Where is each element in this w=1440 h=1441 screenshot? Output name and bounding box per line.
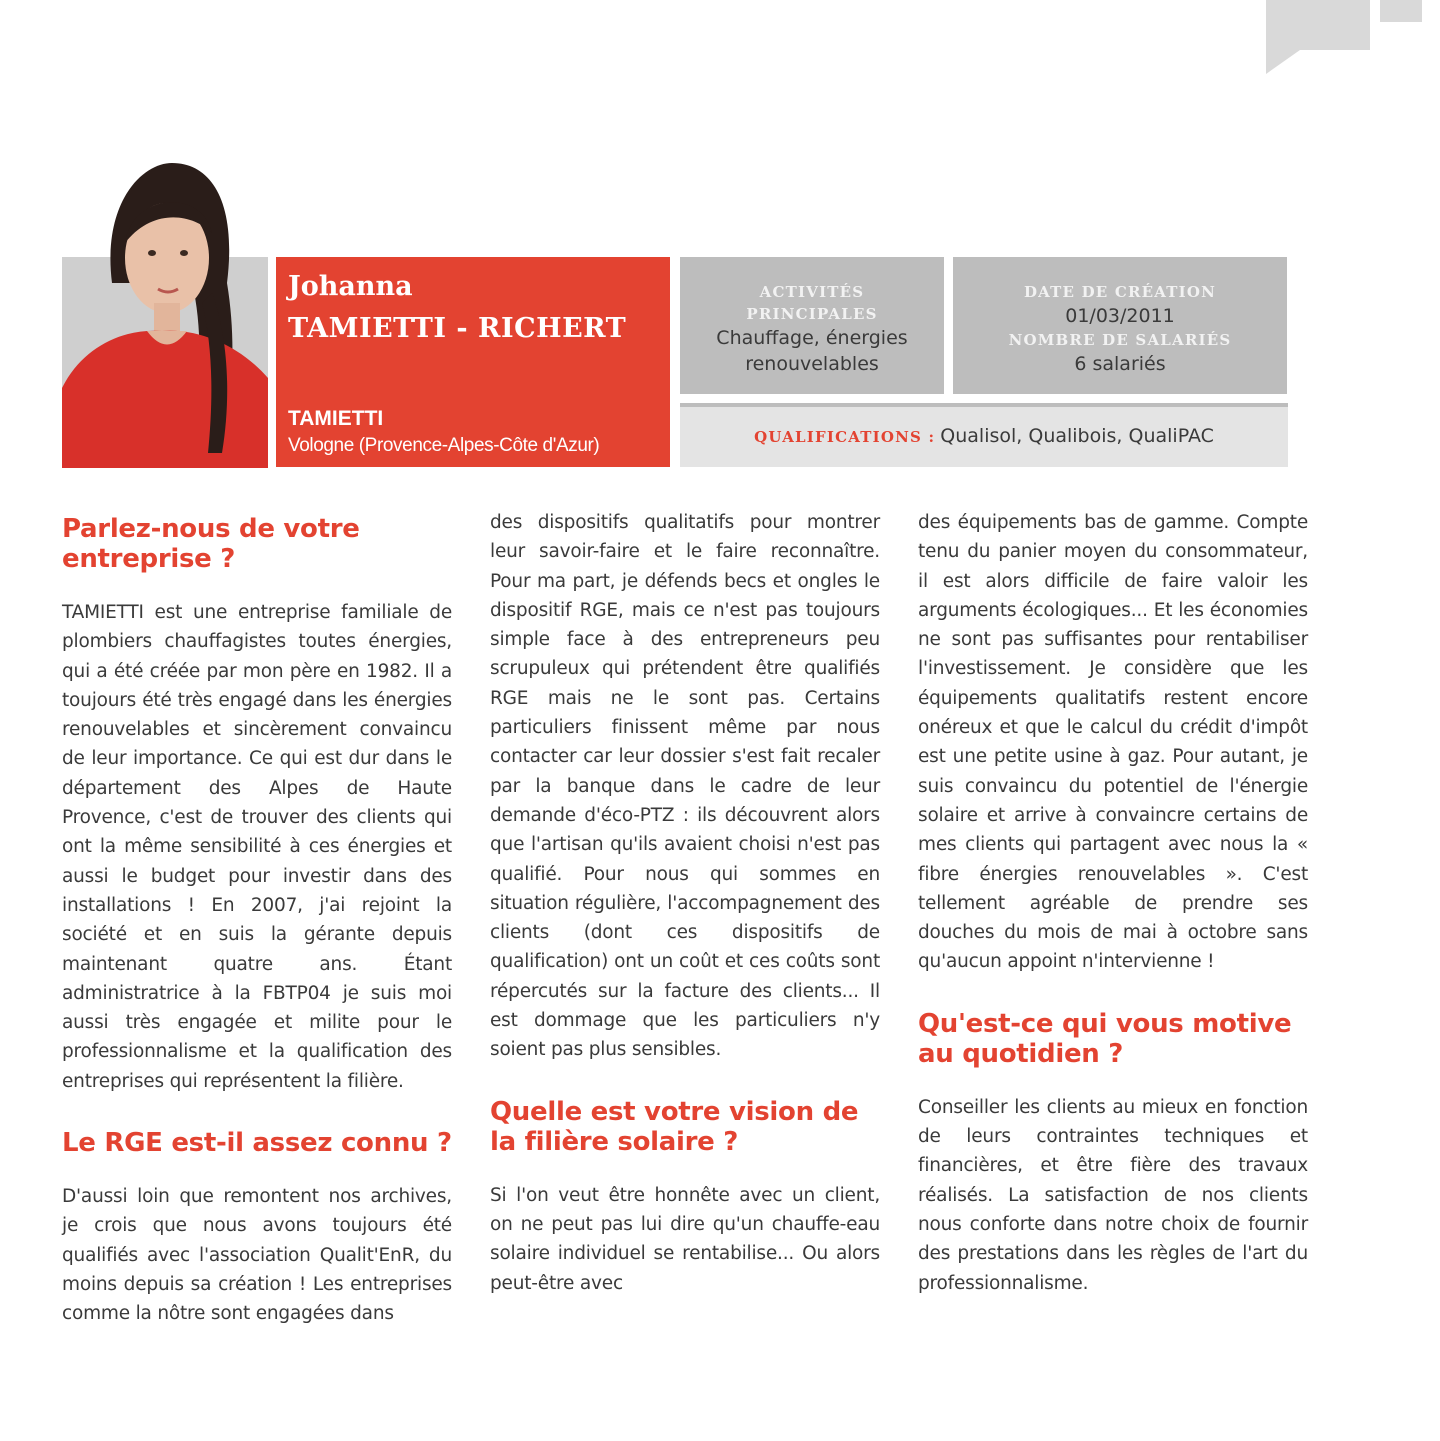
portrait-photo	[62, 163, 268, 468]
portrait-illustration	[62, 163, 268, 468]
answer-1-text: TAMIETTI est une entreprise familiale de plombiers chauffagistes toutes énergies, qui a été créée par mon père en 1982. Il a toujours été très engagé dans les énergies renouvelables et sincèrement convaincu de leur importance. Ce qui est dur dans le département des Alpes de Haute Provence, c'est de trouver des clients qui ont la même sensibilité à ces énergies et aussi le budget pour investir dans des installations ! En 2007, j'ai rejoint la société et en suis la gérante depuis maintenant quatre ans. Étant administratrice à la FBTP04 je suis moi aussi très engagée et milite pour le professionnalisme et la qualification des entreprises qui représentent la filière.	[62, 602, 452, 1092]
page-corner-tab-secondary	[1380, 0, 1422, 22]
activities-box	[680, 257, 944, 394]
activities-label-line-1: ACTIVITÉS	[759, 283, 865, 301]
qualifications-value: Qualisol, Qualibois, QualiPAC	[940, 425, 1214, 447]
answer-3-text-part-2: des équipements bas de gamme. Compte tenu du panier moyen du consommateur, il est alors difficile de faire valoir les arguments écologiques... Et les économies ne sont pas suffisantes pour rentabiliser l'investissement. Je considère que les équipements qualitatifs restent encore onéreux et que le calcul du crédit d'impôt est une petite usine à gaz. Pour autant, je suis convaincu du potentiel de l'énergie solaire et arrive à convaincre certains de mes clients qui partagent avec nous la « fibre énergies renouvelables ». C'est tellement agréable de prendre ses douches du mois de mai à octobre sans qu'aucun appoint n'intervienne !	[918, 512, 1308, 973]
first-name: Johanna	[288, 271, 413, 302]
article-column-1	[62, 508, 452, 1329]
creation-date-value: 01/03/2011	[1065, 305, 1175, 327]
company-location: Vologne (Provence-Alpes-Côte d'Azur)	[288, 435, 600, 456]
answer-2-text-part-2: des dispositifs qualitatifs pour montrer leur savoir-faire et le faire reconnaître. Pour ma part, je défends becs et ongles le dispositif RGE, mais ce n'est pas toujours simple face à des entrepreneurs peu scrupuleux qui prétendent être qualifiés RGE mais ne le sont pas. Certains particuliers finissent même par nous contacter car leur dossier s'est fait recaler par la banque dans le cadre de leur demande d'éco-PTZ : ils découvrent alors que l'artisan qu'ils avaient choisi n'est pas qualifié. Pour nous qui sommes en situation régulière, l'accompagnement des clients (dont ces dispositifs de qualification) ont un coût et ces coûts sont répercutés sur la facture des clients... Il est dommage que les particuliers n'y soient pas plus sensibles.	[490, 512, 880, 1061]
article-column-2	[490, 508, 880, 1298]
employees-value: 6 salariés	[1074, 353, 1166, 375]
question-2-title: Le RGE est-il assez connu ?	[62, 1128, 452, 1159]
question-3-title: Quelle est votre vision de la filière solaire ?	[490, 1096, 859, 1157]
question-4-title: Qu'est-ce qui vous motive au quotidien ?	[918, 1008, 1292, 1069]
activities-value-line-1: Chauffage, énergies	[716, 327, 908, 349]
company-name: TAMIETTI	[288, 407, 384, 430]
employees-label: NOMBRE DE SALARIÉS	[1008, 331, 1232, 349]
answer-3-text-part-1: Si l'on veut être honnête avec un client, on ne peut pas lui dire qu'un chauffe-eau solaire individuel se rentabilise... Ou alors peut-être avec	[490, 1184, 880, 1294]
last-name: TAMIETTI - RICHERT	[288, 313, 627, 344]
company-dates-box	[953, 257, 1287, 394]
page-corner-tab	[1266, 0, 1370, 50]
answer-2-text-part-1: D'aussi loin que remontent nos archives, je crois que nous avons toujours été qualifiés avec l'association Qualit'EnR, du moins depuis sa création ! Les entreprises comme la nôtre sont engagées dans	[62, 1186, 452, 1325]
qualifications-box	[680, 403, 1288, 467]
creation-date-label: DATE DE CRÉATION	[1023, 283, 1217, 301]
activities-value-line-2: renouvelables	[745, 353, 879, 375]
page-corner-tab-tail	[1266, 50, 1300, 74]
profile-name-box	[276, 257, 670, 467]
qualifications-label: QUALIFICATIONS :	[754, 428, 936, 446]
question-1-title: Parlez-nous de votre entreprise ?	[62, 514, 360, 574]
activities-label-line-2: PRINCIPALES	[746, 305, 878, 323]
article-column-3	[918, 508, 1308, 1298]
answer-4-text: Conseiller les clients au mieux en fonction de leurs contraintes techniques et financières, et être fière des travaux réalisés. La satisfaction de nos clients nous conforte dans notre choix de fournir des prestations dans les règles de l'art du professionnalisme.	[918, 1096, 1308, 1294]
